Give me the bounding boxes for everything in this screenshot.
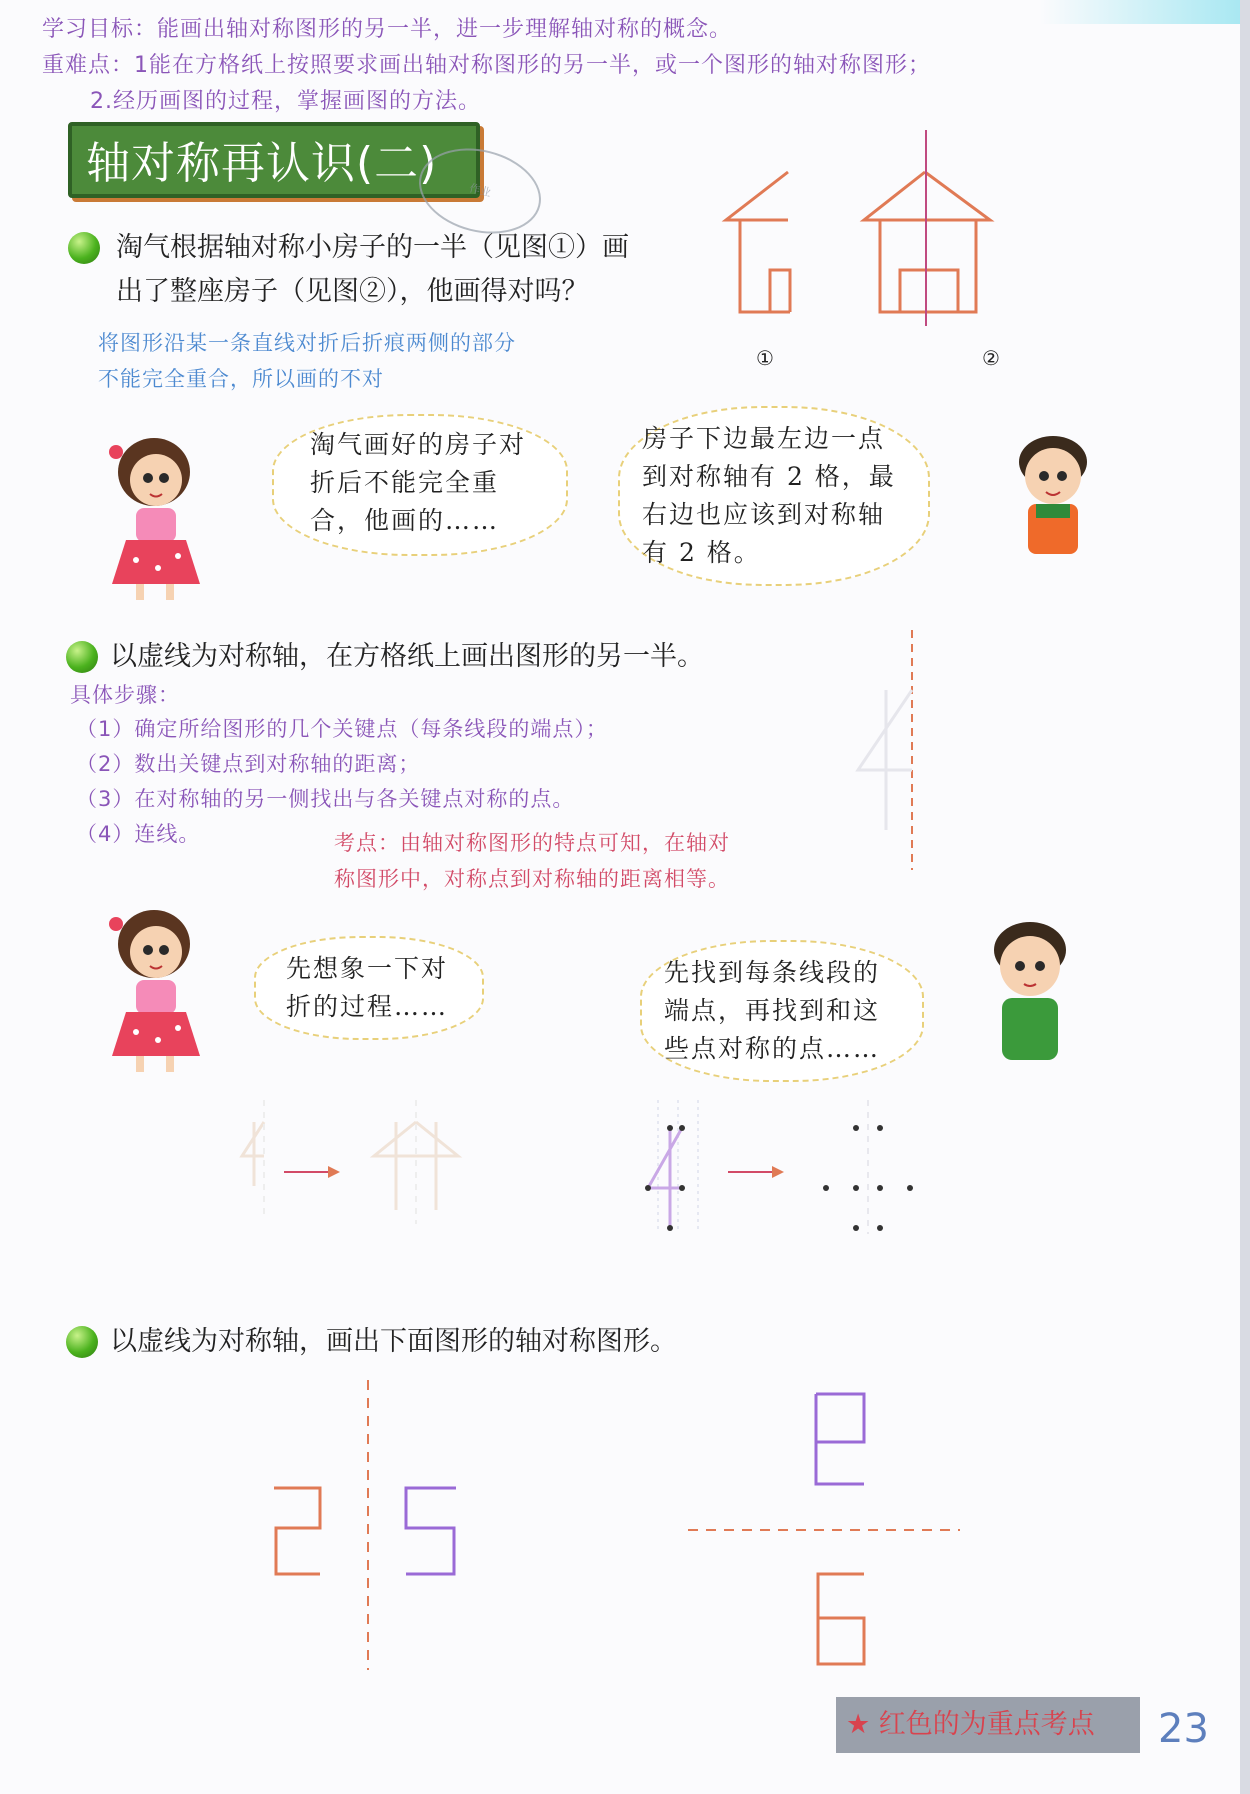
key-points-line-2: 2.经历画图的过程，掌握画图的方法。 (90, 89, 481, 114)
boy-speech-bubble-2 (640, 940, 924, 1082)
steps-title: 具体步骤： (70, 683, 180, 707)
figure-label-2: ② (982, 346, 1000, 370)
half-house-figure (726, 172, 790, 312)
grid-half-figure (840, 630, 920, 870)
step-1: （1）确定所给图形的几个关键点（每条线段的端点）； (76, 717, 608, 741)
boy-speech-bubble-1 (618, 406, 930, 586)
section1-question-line2: 出了整座房子（见图②），他画得对吗？ (116, 276, 589, 307)
bubble-line: 有 2 格。 (642, 538, 761, 567)
bubble-line: 到对称轴有 2 格，最 (642, 462, 896, 491)
section3-question: 以虚线为对称轴，画出下面图形的轴对称图形。 (110, 1326, 677, 1357)
page-edge-shadow (1240, 0, 1250, 1794)
bubble-line: 右边也应该到对称轴 (642, 500, 886, 529)
boy-character-icon (998, 432, 1108, 572)
arrow-right-icon (284, 1166, 340, 1178)
girl-speech-bubble-1 (272, 414, 568, 556)
bubble-line: 折的过程…… (286, 992, 449, 1021)
green-bullet-icon (68, 232, 100, 264)
step-4: （4）连线。 (76, 822, 201, 846)
key-point-line2: 称图形中，对称点到对称轴的距离相等。 (334, 867, 730, 891)
bubble-line: 折后不能完全重 (310, 468, 500, 497)
key-point-line1: 考点：由轴对称图形的特点可知，在轴对 (334, 831, 730, 855)
section1-question-line1: 淘气根据轴对称小房子的一半（见图①）画 (116, 232, 629, 263)
bubble-line: 房子下边最左边一点 (642, 424, 886, 453)
stamp-mark: 作业 (410, 136, 550, 246)
girl-speech-bubble-2 (254, 936, 484, 1040)
lesson-title: 轴对称再认识(二) (68, 122, 480, 198)
bubble-line: 端点，再找到和这 (664, 996, 881, 1025)
footer-note: ★ 红色的为重点考点 (836, 1697, 1140, 1753)
green-bullet-icon (66, 641, 98, 673)
bubble-line: 先想象一下对 (286, 954, 449, 983)
boy-character-icon (972, 916, 1092, 1076)
top-corner-tint (1040, 0, 1240, 24)
key-points-line-1: 重难点：1能在方格纸上按照要求画出轴对称图形的另一半，或一个图形的轴对称图形； (42, 53, 931, 78)
step-3: （3）在对称轴的另一侧找出与各关键点对称的点。 (76, 787, 575, 811)
page-number: 23 (1158, 1706, 1209, 1752)
bubble-line: 合，他画的…… (310, 506, 500, 535)
girl-character-icon (96, 432, 226, 604)
step-2: （2）数出关键点到对称轴的距离； (76, 752, 421, 776)
bubble-line: 先找到每条线段的 (664, 958, 881, 987)
figure-label-1: ① (756, 346, 774, 370)
bubble-line: 些点对称的点…… (664, 1034, 881, 1063)
section1-answer-line1: 将图形沿某一条直线对折后折痕两侧的部分 (98, 331, 516, 355)
section2-question: 以虚线为对称轴，在方格纸上画出图形的另一半。 (110, 641, 704, 672)
learning-objective: 学习目标：能画出轴对称图形的另一半，进一步理解轴对称的概念。 (42, 17, 733, 42)
exercise-figures (260, 1380, 980, 1680)
green-bullet-icon (66, 1326, 98, 1358)
house-figures (720, 130, 1060, 330)
section1-answer-line2: 不能完全重合，所以画的不对 (98, 367, 384, 391)
folding-demo-figures (228, 1100, 928, 1250)
bubble-line: 淘气画好的房子对 (310, 430, 527, 459)
arrow-right-icon (728, 1166, 784, 1178)
girl-character-icon (96, 904, 226, 1076)
